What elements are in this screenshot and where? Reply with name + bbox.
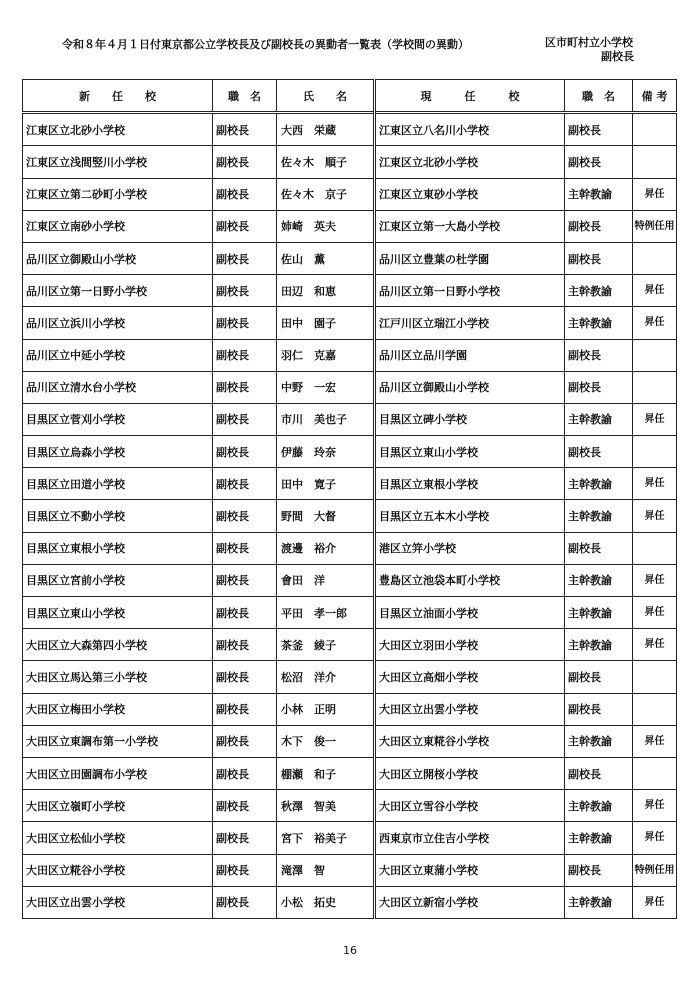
cell-name: 田中 寛子 xyxy=(277,468,375,500)
cell-current-position: 副校長 xyxy=(565,661,633,693)
cell-name: 宮下 裕美子 xyxy=(277,822,375,854)
cell-name: 羽仁 克嘉 xyxy=(277,339,375,371)
cell-name: 滝澤 智 xyxy=(277,854,375,886)
cell-current-position: 副校長 xyxy=(565,371,633,403)
cell-current-position: 副校長 xyxy=(565,113,633,146)
document-title: 令和８年４月１日付東京都公立学校長及び副校長の異動者一覧表（学校間の異動） xyxy=(62,38,469,51)
cell-new-position: 副校長 xyxy=(213,242,277,274)
cell-new-position: 副校長 xyxy=(213,854,277,886)
cell-current-school: 大田区立雪谷小学校 xyxy=(375,790,565,822)
cell-remarks: 特例任用 xyxy=(633,854,677,886)
cell-new-school: 大田区立松仙小学校 xyxy=(23,822,213,854)
cell-new-school: 大田区立糀谷小学校 xyxy=(23,854,213,886)
table-row xyxy=(23,597,677,629)
cell-current-school: 大田区立開桜小学校 xyxy=(375,757,565,789)
cell-new-position: 副校長 xyxy=(213,661,277,693)
table-row xyxy=(23,629,677,661)
cell-new-school: 大田区立嶺町小学校 xyxy=(23,790,213,822)
cell-remarks: 昇任 xyxy=(633,629,677,661)
table-row xyxy=(23,564,677,596)
cell-current-position: 副校長 xyxy=(565,532,633,564)
cell-name: 中野 一宏 xyxy=(277,371,375,403)
cell-name: 姉崎 英夫 xyxy=(277,210,375,242)
cell-new-position: 副校長 xyxy=(213,113,277,146)
cell-new-school: 品川区立浜川小学校 xyxy=(23,307,213,339)
cell-new-school: 江東区立北砂小学校 xyxy=(23,113,213,146)
cell-current-school: 江戸川区立瑞江小学校 xyxy=(375,307,565,339)
cell-new-position: 副校長 xyxy=(213,307,277,339)
table-row xyxy=(23,790,677,822)
cell-remarks: 昇任 xyxy=(633,468,677,500)
cell-current-school: 品川区立豊葉の杜学園 xyxy=(375,242,565,274)
cell-remarks xyxy=(633,436,677,468)
cell-new-school: 品川区立第一日野小学校 xyxy=(23,275,213,307)
table-row xyxy=(23,146,677,178)
cell-current-school: 目黒区立油面小学校 xyxy=(375,597,565,629)
table-row xyxy=(23,468,677,500)
cell-name: 野間 大督 xyxy=(277,500,375,532)
cell-current-school: 目黒区立碑小学校 xyxy=(375,403,565,435)
cell-current-school: 西東京市立住吉小学校 xyxy=(375,822,565,854)
cell-current-position: 主幹教諭 xyxy=(565,403,633,435)
cell-new-position: 副校長 xyxy=(213,371,277,403)
cell-current-school: 目黒区立東山小学校 xyxy=(375,436,565,468)
table-row xyxy=(23,822,677,854)
header-current-school: 現 任 校 xyxy=(375,80,565,113)
table-row xyxy=(23,275,677,307)
cell-new-position: 副校長 xyxy=(213,500,277,532)
cell-new-position: 副校長 xyxy=(213,275,277,307)
cell-new-position: 副校長 xyxy=(213,564,277,596)
table-row xyxy=(23,242,677,274)
cell-name: 松沼 洋介 xyxy=(277,661,375,693)
cell-current-school: 大田区立新宿小学校 xyxy=(375,886,565,918)
cell-remarks: 昇任 xyxy=(633,178,677,210)
cell-current-position: 主幹教諭 xyxy=(565,822,633,854)
cell-new-school: 目黒区立宮前小学校 xyxy=(23,564,213,596)
table-row xyxy=(23,500,677,532)
cell-new-position: 副校長 xyxy=(213,790,277,822)
cell-name: 田中 園子 xyxy=(277,307,375,339)
cell-name: 茶釜 綾子 xyxy=(277,629,375,661)
document-category xyxy=(545,36,634,64)
cell-new-school: 目黒区立東山小学校 xyxy=(23,597,213,629)
cell-remarks: 昇任 xyxy=(633,275,677,307)
cell-new-school: 大田区立出雲小学校 xyxy=(23,886,213,918)
cell-new-school: 大田区立梅田小学校 xyxy=(23,693,213,725)
cell-current-school: 品川区立品川学園 xyxy=(375,339,565,371)
cell-remarks: 昇任 xyxy=(633,597,677,629)
cell-remarks xyxy=(633,371,677,403)
cell-name: 木下 俊一 xyxy=(277,725,375,757)
cell-name: 佐々木 順子 xyxy=(277,146,375,178)
cell-new-school: 目黒区立菅刈小学校 xyxy=(23,403,213,435)
cell-remarks: 昇任 xyxy=(633,403,677,435)
cell-current-position: 主幹教諭 xyxy=(565,597,633,629)
table-row xyxy=(23,436,677,468)
category-school-type: 区市町村立小学校 xyxy=(545,36,633,49)
cell-current-position: 主幹教諭 xyxy=(565,500,633,532)
cell-current-school: 大田区立東糀谷小学校 xyxy=(375,725,565,757)
cell-current-position: 主幹教諭 xyxy=(565,725,633,757)
cell-new-position: 副校長 xyxy=(213,886,277,918)
table-row xyxy=(23,757,677,789)
cell-remarks: 昇任 xyxy=(633,790,677,822)
cell-current-position: 副校長 xyxy=(565,757,633,789)
cell-new-position: 副校長 xyxy=(213,725,277,757)
cell-new-school: 目黒区立烏森小学校 xyxy=(23,436,213,468)
cell-current-school: 大田区立羽田小学校 xyxy=(375,629,565,661)
header-new-position: 職 名 xyxy=(213,80,277,113)
cell-current-position: 副校長 xyxy=(565,693,633,725)
cell-remarks xyxy=(633,113,677,146)
cell-new-position: 副校長 xyxy=(213,757,277,789)
cell-current-school: 豊島区立池袋本町小学校 xyxy=(375,564,565,596)
cell-current-school: 大田区立出雲小学校 xyxy=(375,693,565,725)
cell-new-school: 品川区立中延小学校 xyxy=(23,339,213,371)
table-row xyxy=(23,854,677,886)
cell-current-position: 主幹教諭 xyxy=(565,275,633,307)
cell-name: 小松 拓史 xyxy=(277,886,375,918)
cell-new-school: 目黒区立不動小学校 xyxy=(23,500,213,532)
cell-new-school: 江東区立第二砂町小学校 xyxy=(23,178,213,210)
cell-remarks: 昇任 xyxy=(633,500,677,532)
cell-name: 市川 美也子 xyxy=(277,403,375,435)
transfer-roster-table xyxy=(22,79,677,919)
header-remarks: 備 考 xyxy=(633,80,677,113)
cell-current-school: 品川区立第一日野小学校 xyxy=(375,275,565,307)
cell-new-school: 目黒区立田道小学校 xyxy=(23,468,213,500)
cell-current-position: 主幹教諭 xyxy=(565,886,633,918)
cell-current-school: 目黒区立東根小学校 xyxy=(375,468,565,500)
cell-new-school: 江東区立浅間竪川小学校 xyxy=(23,146,213,178)
cell-new-school: 品川区立清水台小学校 xyxy=(23,371,213,403)
cell-remarks xyxy=(633,339,677,371)
header-current-position: 職 名 xyxy=(565,80,633,113)
cell-remarks xyxy=(633,757,677,789)
cell-current-school: 目黒区立五本木小学校 xyxy=(375,500,565,532)
cell-current-school: 品川区立御殿山小学校 xyxy=(375,371,565,403)
cell-new-position: 副校長 xyxy=(213,339,277,371)
table-body xyxy=(23,113,677,919)
page-number: 16 xyxy=(343,944,357,957)
cell-current-position: 副校長 xyxy=(565,210,633,242)
cell-current-position: 副校長 xyxy=(565,436,633,468)
cell-new-position: 副校長 xyxy=(213,822,277,854)
cell-current-position: 主幹教諭 xyxy=(565,178,633,210)
table-row xyxy=(23,886,677,918)
cell-current-school: 江東区立北砂小学校 xyxy=(375,146,565,178)
cell-name: 小林 正明 xyxy=(277,693,375,725)
cell-current-position: 主幹教諭 xyxy=(565,629,633,661)
cell-name: 平田 孝一郎 xyxy=(277,597,375,629)
cell-current-position: 副校長 xyxy=(565,242,633,274)
cell-new-school: 大田区立田園調布小学校 xyxy=(23,757,213,789)
cell-current-position: 主幹教諭 xyxy=(565,468,633,500)
table-row xyxy=(23,725,677,757)
cell-current-position: 副校長 xyxy=(565,146,633,178)
cell-new-position: 副校長 xyxy=(213,178,277,210)
cell-name: 佐々木 京子 xyxy=(277,178,375,210)
cell-new-position: 副校長 xyxy=(213,693,277,725)
cell-name: 棚瀬 和子 xyxy=(277,757,375,789)
cell-current-school: 江東区立第一大島小学校 xyxy=(375,210,565,242)
cell-current-school: 港区立笄小学校 xyxy=(375,532,565,564)
table-row xyxy=(23,661,677,693)
table-row xyxy=(23,178,677,210)
cell-remarks xyxy=(633,242,677,274)
cell-name: 田辺 和恵 xyxy=(277,275,375,307)
cell-new-school: 江東区立南砂小学校 xyxy=(23,210,213,242)
cell-name: 會田 洋 xyxy=(277,564,375,596)
cell-current-school: 大田区立高畑小学校 xyxy=(375,661,565,693)
cell-new-position: 副校長 xyxy=(213,532,277,564)
cell-new-position: 副校長 xyxy=(213,146,277,178)
cell-remarks xyxy=(633,532,677,564)
cell-current-position: 副校長 xyxy=(565,854,633,886)
cell-new-school: 大田区立馬込第三小学校 xyxy=(23,661,213,693)
cell-remarks: 昇任 xyxy=(633,822,677,854)
cell-remarks xyxy=(633,693,677,725)
cell-current-position: 主幹教諭 xyxy=(565,790,633,822)
table-row xyxy=(23,693,677,725)
cell-new-school: 目黒区立東根小学校 xyxy=(23,532,213,564)
table-row xyxy=(23,403,677,435)
cell-new-school: 品川区立御殿山小学校 xyxy=(23,242,213,274)
cell-current-position: 副校長 xyxy=(565,339,633,371)
cell-remarks xyxy=(633,146,677,178)
cell-remarks: 昇任 xyxy=(633,725,677,757)
table-row xyxy=(23,307,677,339)
cell-remarks: 昇任 xyxy=(633,886,677,918)
cell-current-position: 主幹教諭 xyxy=(565,307,633,339)
cell-current-position: 主幹教諭 xyxy=(565,564,633,596)
cell-new-position: 副校長 xyxy=(213,210,277,242)
cell-new-position: 副校長 xyxy=(213,436,277,468)
cell-new-school: 大田区立大森第四小学校 xyxy=(23,629,213,661)
cell-remarks: 昇任 xyxy=(633,564,677,596)
table-row xyxy=(23,113,677,146)
cell-current-school: 大田区立東蒲小学校 xyxy=(375,854,565,886)
cell-new-position: 副校長 xyxy=(213,629,277,661)
cell-remarks xyxy=(633,661,677,693)
cell-remarks: 昇任 xyxy=(633,307,677,339)
cell-new-school: 大田区立東調布第一小学校 xyxy=(23,725,213,757)
header-name: 氏 名 xyxy=(277,80,375,113)
cell-remarks: 特例任用 xyxy=(633,210,677,242)
cell-name: 大西 栄蔵 xyxy=(277,113,375,146)
table-row xyxy=(23,210,677,242)
cell-new-position: 副校長 xyxy=(213,403,277,435)
table-header-row xyxy=(23,80,677,113)
category-position: 副校長 xyxy=(601,50,634,63)
header-new-school: 新 任 校 xyxy=(23,80,213,113)
cell-current-school: 江東区立東砂小学校 xyxy=(375,178,565,210)
cell-new-position: 副校長 xyxy=(213,597,277,629)
cell-name: 佐山 薫 xyxy=(277,242,375,274)
cell-name: 渡邊 裕介 xyxy=(277,532,375,564)
cell-name: 伊藤 玲奈 xyxy=(277,436,375,468)
table-row xyxy=(23,532,677,564)
table-row xyxy=(23,339,677,371)
table-row xyxy=(23,371,677,403)
cell-name: 秋澤 智美 xyxy=(277,790,375,822)
cell-new-position: 副校長 xyxy=(213,468,277,500)
cell-current-school: 江東区立八名川小学校 xyxy=(375,113,565,146)
